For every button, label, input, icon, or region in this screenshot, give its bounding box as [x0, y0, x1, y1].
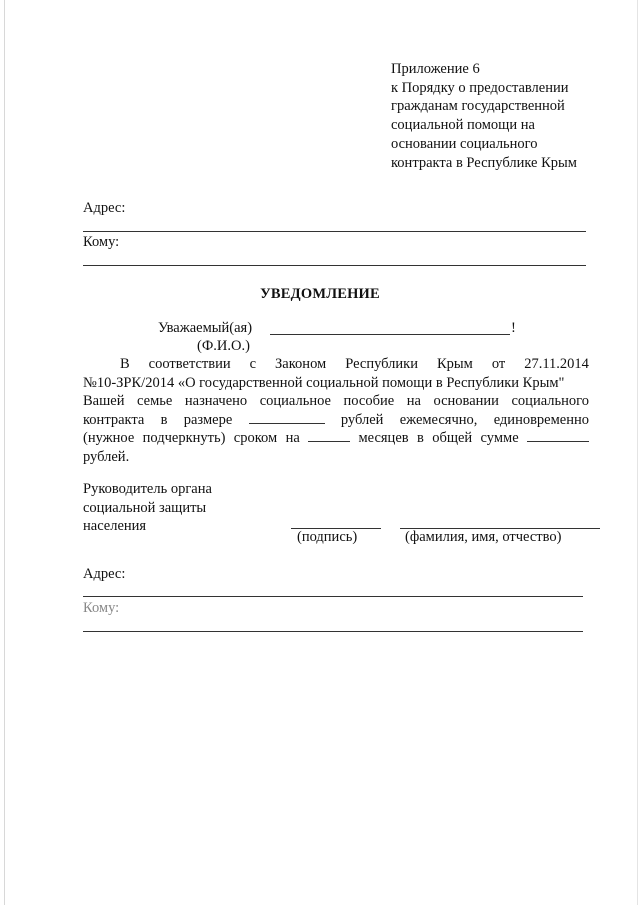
bottom-address-label: Адрес:: [83, 566, 126, 582]
amount-blank[interactable]: [249, 411, 325, 424]
body-word: сумме: [480, 430, 519, 447]
body-word: Крым: [436, 356, 473, 372]
body-word: Законом: [275, 356, 327, 372]
body-line-4: [83, 411, 589, 430]
body-word: на: [406, 393, 421, 410]
notice-body: [83, 355, 589, 467]
body-word: единовременно: [493, 411, 589, 428]
page-edge-right: [637, 0, 638, 905]
body-line-1: [83, 355, 589, 374]
salutation: Уважаемый(ая): [158, 320, 253, 336]
notice-title: УВЕДОМЛЕНИЕ: [260, 286, 380, 302]
fio-caption: (Ф.И.О.): [197, 338, 250, 354]
body-word: месяцев: [358, 430, 409, 447]
body-word: основании: [433, 393, 499, 410]
exclamation-mark: !: [511, 320, 516, 336]
body-word: от: [491, 356, 506, 372]
body-word: семье: [137, 393, 173, 410]
body-line-6: [83, 448, 589, 467]
body-word: социального: [511, 393, 589, 410]
appendix-line: контракта в Республике Крым: [391, 154, 577, 171]
body-word: в: [160, 411, 168, 428]
body-word: В: [120, 356, 130, 372]
address-line[interactable]: [83, 231, 586, 232]
months-blank[interactable]: [308, 429, 350, 442]
appendix-line: основании социального: [391, 135, 538, 152]
body-word: (нужное: [83, 430, 135, 447]
fio-blank[interactable]: [270, 334, 510, 335]
body-word: Республики: [345, 356, 418, 372]
body-word: 27.11.2014: [524, 356, 589, 372]
body-word: ежемесячно,: [399, 411, 478, 428]
appendix-line: к Порядку о предоставлении: [391, 79, 569, 96]
appendix-header: [391, 60, 621, 172]
body-line-5: [83, 429, 589, 448]
body-word: сроком: [233, 430, 278, 447]
recipient-line[interactable]: [83, 265, 586, 266]
body-word: Вашей: [83, 393, 125, 410]
body-line-3: [83, 392, 589, 411]
address-label: Адрес:: [83, 200, 126, 216]
bottom-recipient-line[interactable]: [83, 631, 583, 632]
head-line: населения: [83, 518, 147, 535]
body-word: общей: [432, 430, 473, 447]
body-line-2: [83, 374, 589, 393]
head-line: Руководитель органа: [83, 481, 212, 497]
body-word: рублей.: [83, 448, 130, 465]
law-title: №10-ЗРК/2014 «О государственной социальной помощи в Республики Крым": [83, 374, 565, 391]
body-word: в: [416, 430, 424, 447]
body-word: пособие: [343, 393, 395, 410]
body-word: назначено: [184, 393, 248, 410]
signature-caption: (подпись): [297, 529, 358, 545]
body-word: соответствии: [148, 356, 231, 372]
total-sum-blank[interactable]: [527, 429, 589, 442]
body-word: рублей: [340, 411, 384, 428]
to-label: Кому:: [83, 234, 120, 250]
appendix-line: социальной помощи на: [391, 117, 535, 134]
body-word: контракта: [83, 411, 145, 428]
body-word: с: [249, 356, 257, 372]
appendix-line: гражданам государственной: [391, 98, 565, 115]
body-word: социальное: [259, 393, 331, 410]
body-word: подчеркнуть): [142, 430, 226, 447]
body-word: размере: [183, 411, 233, 428]
head-of-agency: [83, 480, 212, 536]
full-name-caption: (фамилия, имя, отчество): [405, 529, 562, 545]
page-edge-left: [4, 0, 5, 905]
body-word: на: [285, 430, 300, 447]
head-line: социальной защиты: [83, 499, 207, 516]
appendix-line: Приложение 6: [391, 61, 480, 77]
bottom-address-line[interactable]: [83, 596, 583, 597]
bottom-to-label: Кому:: [83, 600, 120, 616]
